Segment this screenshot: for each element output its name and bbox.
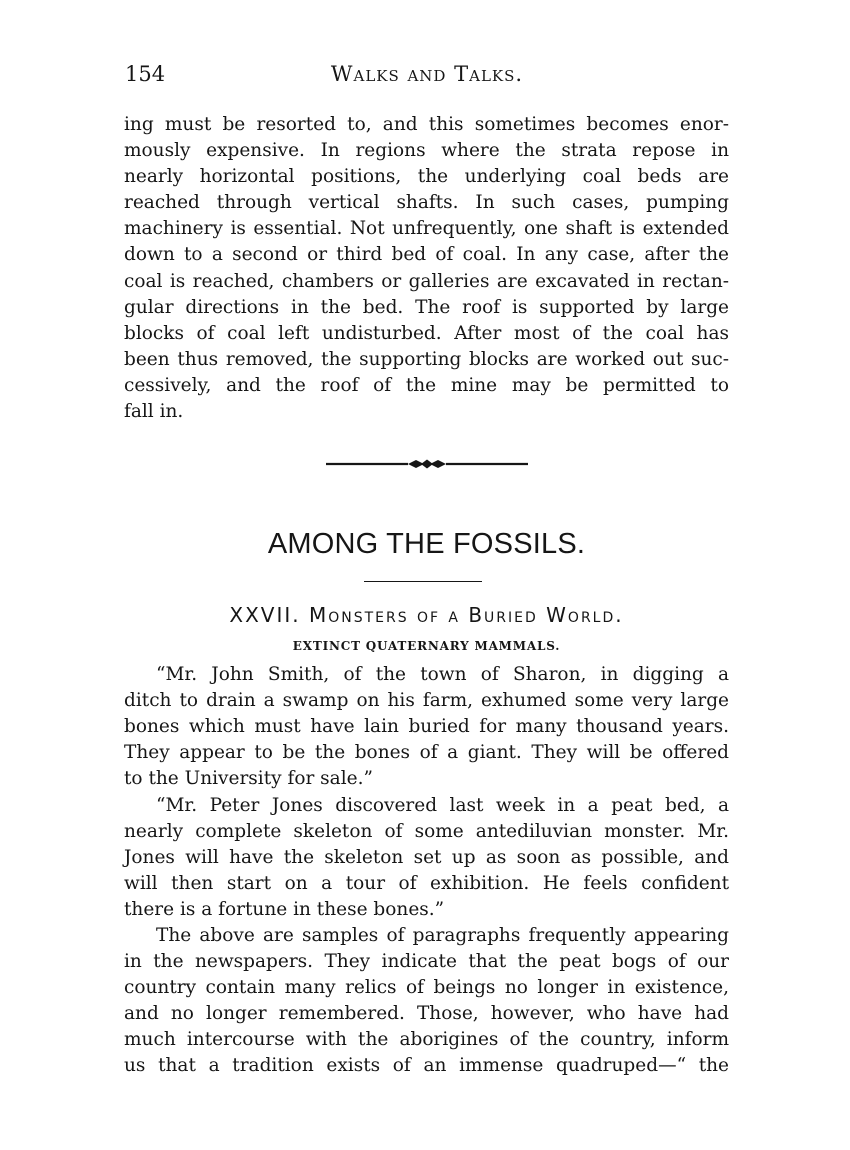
text-line: us that a tradition exists of an immense quadruped—“ the [124,1055,729,1077]
text-line: “Mr. John Smith, of the town of Sharon, in digging a [156,664,729,685]
quote-two-text [124,793,729,923]
section-divider-ornament [326,454,528,474]
text-line: will then start on a tour of exhibition. He feels confident [124,873,729,895]
title-rule [364,581,482,582]
text-line: bones which must have lain buried for many thousand years. [124,716,729,738]
text-line: Jones will have the skeleton set up as soon as possible, and [124,847,729,869]
text-line: fall in. [124,401,184,423]
text-line: gular directions in the bed. The roof is supported by large [124,296,729,318]
text-line: to the University for sale.” [124,768,373,790]
text-line: “Mr. Peter Jones discovered last week in a peat bed, a [156,795,729,816]
top-paragraph-text [124,112,729,425]
text-line: nearly complete skeleton of some antediluvian monster. Mr. [124,821,729,843]
text-line: blocks of coal left undisturbed. After most of the coal has [124,322,729,344]
top-paragraph [124,112,729,425]
page-number: 154 [125,62,166,86]
running-title: Walks and Talks. [330,62,524,86]
text-line: country contain many relics of beings no longer in existence, [124,977,729,999]
text-line: much intercourse with the aborigines of the country, inform [124,1029,729,1051]
text-line: nearly horizontal positions, the underlying coal beds are [124,166,729,188]
text-line: machinery is essential. Not unfrequently, one shaft is extended [124,218,729,240]
text-line: reached through vertical shafts. In such cases, pumping [124,192,729,214]
main-paragraph [124,923,729,1080]
text-line: in the newspapers. They indicate that the peat bogs of our [124,951,729,973]
text-line: They appear to be the bones of a giant. They will be offered [124,742,729,764]
text-line: coal is reached, chambers or galleries are excavated in rectan- [124,270,729,292]
text-line: been thus removed, the supporting blocks are worked out suc- [124,348,729,370]
chapter-subheading: EXTINCT QUATERNARY MAMMALS. [292,639,561,653]
text-line: The above are samples of paragraphs frequently appearing [156,925,729,946]
chapter-heading: XXVII. Monsters of a Buried World. [229,603,624,627]
running-head [125,62,729,90]
text-line: and no longer remembered. Those, however, who have had [124,1003,729,1025]
text-line: cessively, and the roof of the mine may be permitted to [124,374,729,396]
text-line: ing must be resorted to, and this sometimes becomes enor- [124,114,729,135]
main-paragraph-text [124,923,729,1080]
text-line: ditch to drain a swamp on his farm, exhumed some very large [124,690,729,712]
text-line: there is a fortune in these bones.” [124,899,445,921]
quote-paragraph-one [124,662,729,792]
section-title: AMONG THE FOSSILS. [267,528,586,560]
quote-one-text [124,662,729,792]
text-line: mously expensive. In regions where the strata repose in [124,140,729,162]
text-line: down to a second or third bed of coal. In any case, after the [124,244,729,266]
quote-paragraph-two [124,793,729,923]
